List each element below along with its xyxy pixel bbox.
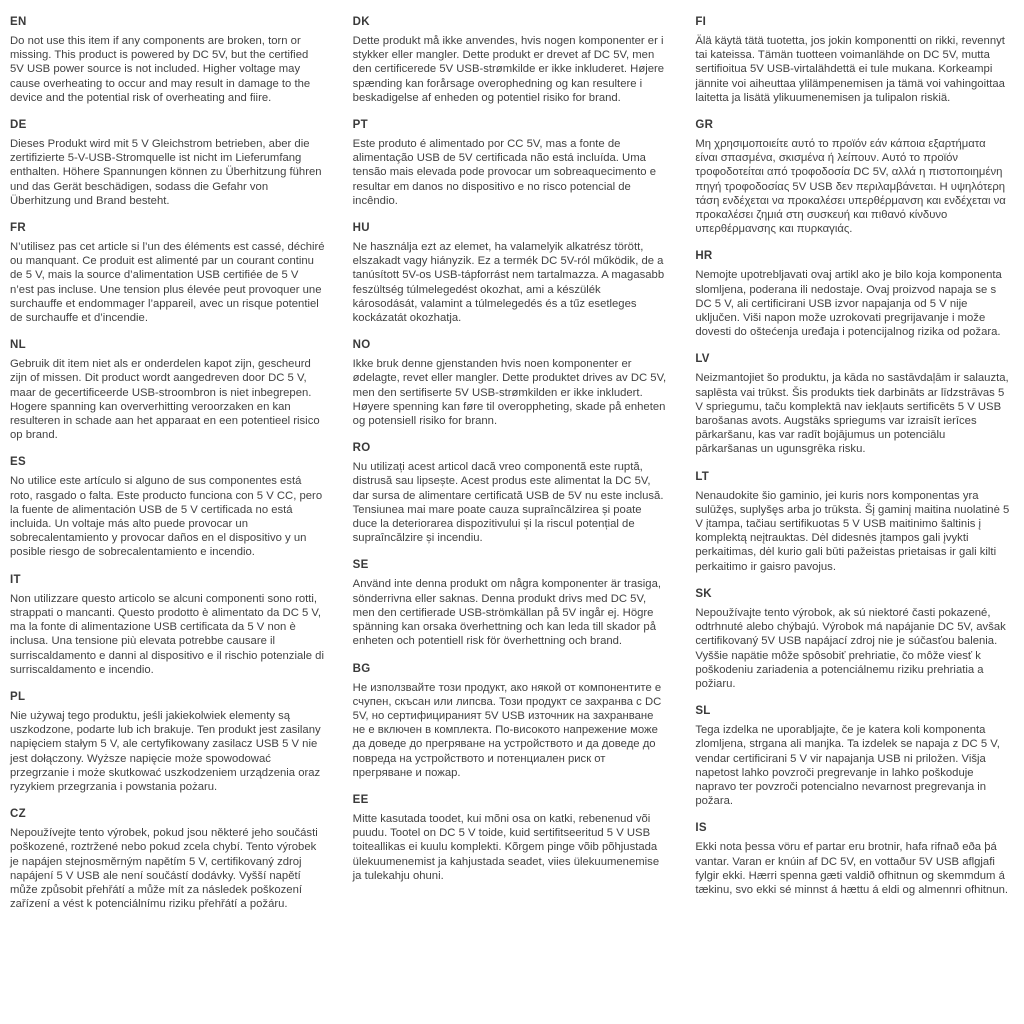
warning-text: Älä käytä tätä tuotetta, jos jokin komponentti on rikki, revennyt tai kateissa. Tämän tuotteen voimanlähde on DC 5V, mutta sertifioitua 5V USB-virtalähdettä ei tule mukana. Korkeampi jännite voi aiheuttaa ylilämpenemisen ja tämä voi vahingoittaa laitetta ja lisätä ylikuumenemisen ja tulipalon riskiä. [695,35,1005,104]
warning-text: Nepoužívejte tento výrobek, pokud jsou některé jeho součásti poškozené, roztržené nebo pokud zcela chybí. Tento výrobek je napájen stejnosměrným napětím 5 V, certifikovaný zdroj napájení 5 V USB ale není součástí dodávky. Vyšší napětí může způsobit přehřátí a může mít za následek poškození zařízení a vést k potenciálnímu riziku přehřátí a požáru. [10,827,318,911]
warning-text: Do not use this item if any components are broken, torn or missing. This product is powered by DC 5V, but the certified 5V USB power source is not included. Higher voltage may cause overheating to occur and may result in damage to the device and the potential risk of overheating and fiire. [10,35,311,104]
language-code-heading: PL [10,690,26,703]
warning-text: Nu utilizați acest articol dacă vreo componentă este ruptă, distrusă sau lipsește. Acest produs este alimentat la DC 5V, dar sursa de alimentare certificată USB de 5V nu este inclusă. Tensiunea mai mare poate cauza supraîncălzirea și poate duce la deteriorarea dispozitivului și la riscul potențial de supraîncălzire și incendiu. [352,461,664,545]
language-code-heading: CZ [10,808,26,821]
language-code-heading: LV [695,353,710,366]
section-en [10,16,325,105]
section-fi [695,16,1010,105]
section-it [10,574,325,677]
section-nl [10,339,325,442]
warning-text: Använd inte denna produkt om några komponenter är trasiga, sönderrivna eller saknas. Denna produkt drivs med DC 5V, men den certifierade USB-strömkällan på 5V ingår ej. Högre spänning kan orsaka överhettning och kan leda till skador på enheten och potentiell risk för överhettning och brand. [352,578,662,648]
language-code-heading: IS [695,822,707,835]
section-dk [353,16,668,105]
warning-text: Ikke bruk denne gjenstanden hvis noen komponenter er ødelagte, revet eller mangler. Dette produktet drives av DC 5V, men den sertifiserte 5V USB-strømkilden er ikke inkludert. Høyere spenning kan føre til overoppheting, skade på enheten og potensiell risiko for brann. [352,358,667,428]
section-de [10,119,325,208]
warning-text: Dieses Produkt wird mit 5 V Gleichstrom betrieben, aber die zertifizierte 5-V-USB-Stromquelle ist nicht im Lieferumfang enthalten. Höhere Spannungen können zu Überhitzung führen und das Gerät beschädigen, sodass die Gefahr von Überhitzung und Brand besteht. [10,138,322,207]
language-code-heading: RO [352,442,371,455]
warning-text: Mitte kasutada toodet, kui mõni osa on katki, rebenenud või puudu. Tootel on DC 5 V toide, kuid sertifitseeritud 5 V USB toiteallikas ei kuulu komplekti. Kõrgem pinge võib põhjustada ülekuumenemist ja kahjustada seadet, viies ülekuumenemise ja tulekahju ohuni. [352,812,660,882]
language-code-heading: DE [10,119,27,132]
language-code-heading: PT [352,119,368,132]
warning-text: Μη χρησιμοποιείτε αυτό το προϊόν εάν κάποια εξαρτήματα είναι σπασμένα, σκισμένα ή λείπουν. Αυτό το προϊόν τροφοδοτείται από τροφοδοσία DC 5V, αλλά η πιστοποιημένη πηγή τροφοδοσίας 5V USB δεν περιλαμβάνεται. Η υψηλότερη τάση ενδέχεται να προκαλέσει υπερθέρμανση και ενδέχεται να προκαλέσει ζημιά στη συσκευή και πιθανό κίνδυνο υπερθέρμανσης και πυρκαγιάς. [695,138,1006,236]
section-se [353,559,668,648]
section-lv [695,353,1010,456]
section-cz [10,808,325,911]
section-no [353,339,668,428]
section-lt [695,471,1010,574]
section-gr [695,119,1010,236]
warning-text: Не използвайте този продукт, ако някой от компонентите е счупен, скъсан или липсва. Този продукт се захранва с DC 5V, но сертифицираният 5V USB източник на захранване не е включен в комплекта. По-високото напрежение може да доведе до прегряване на устройството и да доведе до повреда на устройството и потенциален риск от прегряване и пожар. [352,681,662,779]
language-code-heading: LT [695,470,710,483]
warning-text: N’utilisez pas cet article si l’un des éléments est cassé, déchiré ou manquant. Ce produit est alimenté par un courant continu de 5 V, mais la source d’alimentation USB certifiée de 5 V n’est pas incluse. Une tension plus élevée peut provoquer une surchauffe et endommager l’appareil, avec un risque potentiel de surchauffe et d’incendie. [10,241,325,325]
warning-text: Nie używaj tego produktu, jeśli jakiekolwiek elementy są uszkodzone, podarte lub ich brakuje. Ten produkt jest zasilany napięciem stałym 5 V, ale certyfikowany zasilacz USB 5 V nie jest dołączony. Wyższe napięcie może spowodować przegrzanie i może skutkować uszkodzeniem urządzenia oraz ryzykiem przegrzania i powstania pożaru. [10,709,321,793]
language-code-heading: SK [695,587,712,600]
section-bg [353,663,668,780]
section-fr [10,222,325,325]
language-code-heading: SL [695,705,711,718]
section-sl [695,705,1010,808]
language-code-heading: HU [352,222,370,235]
warning-text: Nenaudokite šio gaminio, jei kuris nors komponentas yra sulūžęs, suplyšęs arba jo trūksta. Šį gaminį maitina nuolatinė 5 V įtampa, tačiau sertifikuotas 5 V USB maitinimo šaltinis į komplektą neįtrauktas. Dėl didesnės įtampos gali įvykti perkaitimas, dėl kurio gali būti pažeistas prietaisas ir gali kilti perkaitimo ir gaisro pavojus. [695,489,1010,573]
warning-text: Tega izdelka ne uporabljajte, če je katera koli komponenta zlomljena, strgana ali manjka. Ta izdelek se napaja z DC 5 V, vendar certificirani 5 V vir napajanja USB ni priložen. Višja napetost lahko povzroči pregrevanje in lahko poškoduje napravo ter povzroči potencialno nevarnost pregrevanja in požara. [695,724,1000,808]
section-pt [353,119,668,208]
language-code-heading: EE [352,793,369,806]
section-hr [695,250,1010,339]
section-sk [695,588,1010,691]
column-2 [353,16,668,1014]
language-code-heading: DK [352,16,370,28]
section-pl [10,691,325,794]
language-code-heading: GR [695,119,714,132]
warning-text: Nemojte upotrebljavati ovaj artikl ako je bilo koja komponenta slomljena, poderana ili nedostaje. Ovaj proizvod napaja se s DC 5 V, ali certificirani USB izvor napajanja od 5 V nije uključen. Viši napon može uzrokovati pregrijavanje i može dovesti do oštećenja uređaja i potencijalnog rizika od požara. [695,269,1002,339]
language-code-heading: FI [695,16,707,28]
warning-text: No utilice este artículo si alguno de sus componentes está roto, rasgado o falta. Este producto funciona con 5 V CC, pero la fuente de alimentación USB de 5 V certificada no está incluida. Un voltaje más alto puede provocar un sobrecalentamiento y provocar daños en el dispositivo y un posible riesgo de sobrecalentamiento e incendio. [10,475,323,559]
section-hu [353,222,668,325]
warning-text: Gebruik dit item niet als er onderdelen kapot zijn, gescheurd zijn of missen. Dit product wordt aangedreven door DC 5 V, maar de gecertificeerde USB-stroombron is niet inbegrepen. Hogere spanning kan oververhitting veroorzaken en kan resulteren in schade aan het apparaat en een potentieel risico op brand. [10,358,320,442]
language-code-heading: NO [352,339,371,352]
language-code-heading: FR [10,222,26,235]
language-code-heading: NL [10,339,26,352]
language-code-heading: ES [10,456,26,469]
warning-text: Non utilizzare questo articolo se alcuni componenti sono rotti, strappati o mancanti. Questo prodotto è alimentato da DC 5 V, ma la fonte di alimentazione USB certificata da 5 V non è inclusa. Una tensione più elevata potrebbe causare il surriscaldamento e danni al dispositivo e il rischio potenziale di surriscaldamento e incendio. [10,592,324,676]
warning-text: Ekki nota þessa vöru ef partar eru brotnir, hafa rifnað eða þá vantar. Varan er knúin af DC 5V, en vottaður 5V USB aflgjafi fylgir ekki. Hærri spenna gæti valdið ofhitnun og skemmdum á tækinu, svo ekki sé minnst á hættu á eldi og almennri ofhitnun. [695,841,1009,896]
column-3 [695,16,1010,1014]
section-is [695,822,1010,897]
section-es [10,456,325,559]
section-ro [353,442,668,545]
warning-text: Este produto é alimentado por CC 5V, mas a fonte de alimentação USB de 5V certificada não está incluída. Uma tensão mais elevada pode provocar um sobreaquecimento e resultar em danos no dispositivo e no risco potencial de incêndio. [352,138,656,207]
warning-text: Neizmantojiet šo produktu, ja kāda no sastāvdaļām ir salauzta, saplēsta vai trūkst. Šis produkts tiek darbināts ar līdzstrāvas 5 V spriegumu, taču komplektā nav iekļauts sertificēts 5 V USB barošanas avots. Augstāks spriegums var izraisīt ierīces pārkaršanu, kas var radīt bojājumus un potenciālu pārkaršanas un ugunsgrēka risku. [695,372,1009,456]
language-code-heading: SE [352,559,369,572]
language-code-heading: IT [10,573,21,586]
language-code-heading: BG [352,662,371,675]
warning-text: Ne használja ezt az elemet, ha valamelyik alkatrész törött, elszakadt vagy hiányzik. Ez a termék DC 5V-ról működik, de a tanúsított 5V-os USB-tápforrást nem tartalmazza. A magasabb feszültség túlmelegedést okozhat, ami a készülék károsodását, valamint a túlmelegedés és a tűz esetleges kockázatát okozhatja. [352,241,665,325]
warning-text: Dette produkt må ikke anvendes, hvis nogen komponenter er i stykker eller mangler. Dette produkt er drevet af DC 5V, men den certificerede 5V USB-strømkilde er ikke inkluderet. Højere spænding kan forårsage overophedning og kan resultere i beskadigelse af enheden og potentiel risiko for brand. [352,35,665,104]
language-code-heading: HR [695,250,713,263]
section-ee [353,794,668,883]
language-code-heading: EN [10,16,27,28]
warning-text: Nepoužívajte tento výrobok, ak sú niektoré časti pokazené, odtrhnuté alebo chýbajú. Výrobok má napájanie DC 5V, avšak certifikovaný 5V USB napájací zdroj nie je súčasťou balenia. Vyššie napätie môže spôsobiť prehriatie, čo môže viesť k poškodeniu zariadenia a potenciálnemu riziku prehriatia a požiaru. [695,606,1006,690]
column-1 [10,16,325,1014]
